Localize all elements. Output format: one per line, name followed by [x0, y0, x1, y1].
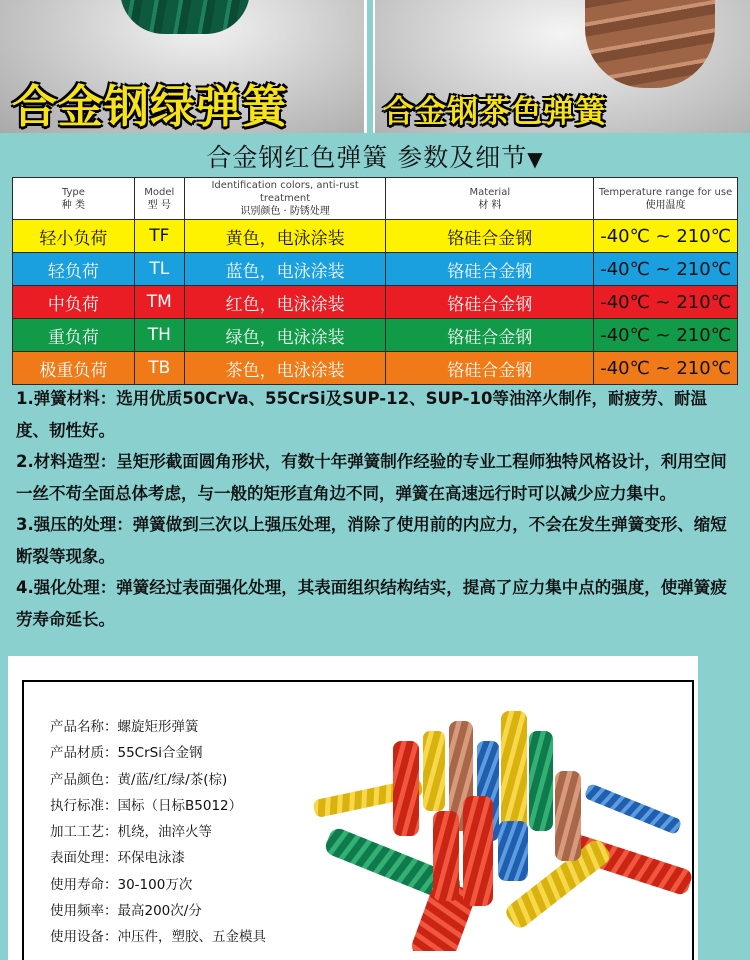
info-key: 产品材质：	[50, 745, 118, 762]
cell-temperature: -40℃ ~ 210℃	[594, 220, 738, 253]
green-spring-photo	[0, 0, 367, 133]
table-row	[13, 286, 738, 319]
description-paragraph: 1.弹簧材料：选用优质50CrVa、55CrSi及SUP-12、SUP-10等油淬火制作，耐疲劳、耐温度、韧性好。	[16, 389, 707, 440]
blue-spring-lying	[584, 783, 683, 835]
info-value: 55CrSi合金钢	[117, 745, 203, 762]
info-row	[50, 924, 266, 950]
info-key: 使用设备：	[50, 929, 118, 946]
cell-color: 红色，电泳涂装	[184, 286, 386, 319]
yellow-spring-standing	[423, 731, 445, 811]
cell-model: TM	[134, 286, 184, 319]
spec-table-header	[13, 178, 738, 220]
cell-type: 重负荷	[13, 319, 135, 352]
info-row	[50, 898, 266, 924]
cell-color: 黄色，电泳涂装	[184, 220, 386, 253]
cell-temperature: -40℃ ~ 210℃	[594, 253, 738, 286]
yellow-spring-tall	[501, 711, 527, 831]
cell-model: TH	[134, 319, 184, 352]
info-row	[50, 714, 266, 740]
table-row	[13, 319, 738, 352]
table-row	[13, 220, 738, 253]
brown-spring-photo	[373, 0, 750, 133]
info-value: 冲压件，塑胶、五金模具	[117, 929, 266, 946]
info-key: 使用频率：	[50, 903, 118, 920]
info-value: 环保电泳漆	[117, 850, 185, 867]
section-title-text: 合金钢红色弹簧 参数及细节	[206, 143, 528, 172]
description	[16, 383, 738, 635]
cell-model: TF	[134, 220, 184, 253]
cell-temperature: -40℃ ~ 210℃	[594, 286, 738, 319]
product-info-card	[8, 656, 698, 960]
cell-temperature: -40℃ ~ 210℃	[594, 319, 738, 352]
cell-material: 铬硅合金钢	[386, 220, 594, 253]
cell-model: TB	[134, 352, 184, 385]
description-paragraph: 4.强化处理：弹簧经过表面强化处理，其表面组织结构结实，提高了应力集中点的强度，使弹簧疲劳寿命延长。	[16, 578, 727, 629]
down-triangle-icon: ▼	[527, 147, 544, 171]
cell-color: 蓝色，电泳涂装	[184, 253, 386, 286]
info-value: 螺旋矩形弹簧	[117, 719, 199, 735]
red-spring-center	[463, 796, 493, 906]
cell-color: 绿色，电泳涂装	[184, 319, 386, 352]
info-value: 国标（日标B5012）	[117, 797, 243, 814]
green-spring-image	[120, 0, 250, 34]
cell-material: 铬硅合金钢	[386, 253, 594, 286]
cell-temperature: -40℃ ~ 210℃	[594, 352, 738, 385]
cell-material: 铬硅合金钢	[386, 319, 594, 352]
info-value: 最高200次/分	[117, 903, 202, 920]
description-paragraph: 2.材料造型：呈矩形截面圆角形状，有数十年弹簧制作经验的专业工程师独特风格设计，利用空间一丝不苟全面总体考虑，与一般的矩形直角边不同，弹簧在高速远行时可以减少应力集中。	[16, 452, 727, 503]
green-spring-standing	[529, 731, 553, 831]
info-key: 产品颜色：	[50, 771, 118, 788]
cell-model: TL	[134, 253, 184, 286]
table-row	[13, 352, 738, 385]
info-value: 机绕，油淬火等	[117, 824, 212, 841]
cell-color: 茶色，电泳涂装	[184, 352, 386, 385]
section-title	[0, 138, 750, 174]
info-key: 执行标准：	[50, 797, 118, 814]
brown-spring-right	[555, 771, 581, 861]
info-value: 黄/蓝/红/绿/茶(棕)	[117, 771, 228, 788]
header-color: Identification colors, anti-rust treatment 识别颜色 · 防锈处理	[184, 178, 386, 220]
cell-type: 轻负荷	[13, 253, 135, 286]
info-row	[50, 819, 266, 845]
table-row	[13, 253, 738, 286]
blue-spring-center	[498, 821, 528, 881]
info-key: 加工工艺：	[50, 824, 118, 841]
springs-illustration	[313, 701, 693, 951]
cell-material: 铬硅合金钢	[386, 352, 594, 385]
spec-table	[12, 177, 738, 385]
header-model: Model 型 号	[134, 178, 184, 220]
info-key: 表面处理：	[50, 850, 118, 867]
cell-type: 轻小负荷	[13, 220, 135, 253]
info-value: 30-100万次	[117, 876, 193, 893]
header-type: Type 种 类	[13, 178, 135, 220]
red-spring-standing	[393, 741, 419, 836]
info-row	[50, 740, 266, 766]
cell-material: 铬硅合金钢	[386, 286, 594, 319]
info-key: 使用寿命：	[50, 876, 118, 893]
brown-spring-image	[585, 0, 715, 88]
product-info-list	[50, 714, 266, 951]
info-key: 产品名称：	[50, 719, 118, 735]
info-row	[50, 872, 266, 898]
info-row	[50, 845, 266, 871]
cell-type: 极重负荷	[13, 352, 135, 385]
header-temperature: Temperature range for use 使用温度	[594, 178, 738, 220]
info-row	[50, 793, 266, 819]
cell-type: 中负荷	[13, 286, 135, 319]
description-paragraph: 3.强压的处理：弹簧做到三次以上强压处理，消除了使用前的内应力，不会在发生弹簧变形、缩短断裂等现象。	[16, 515, 727, 566]
header-material: Material 材 料	[386, 178, 594, 220]
brown-spring-caption: 合金钢茶色弹簧	[383, 94, 607, 130]
red-spring-left	[433, 811, 459, 901]
info-row	[50, 767, 266, 793]
green-spring-caption: 合金钢绿弹簧	[12, 80, 289, 133]
